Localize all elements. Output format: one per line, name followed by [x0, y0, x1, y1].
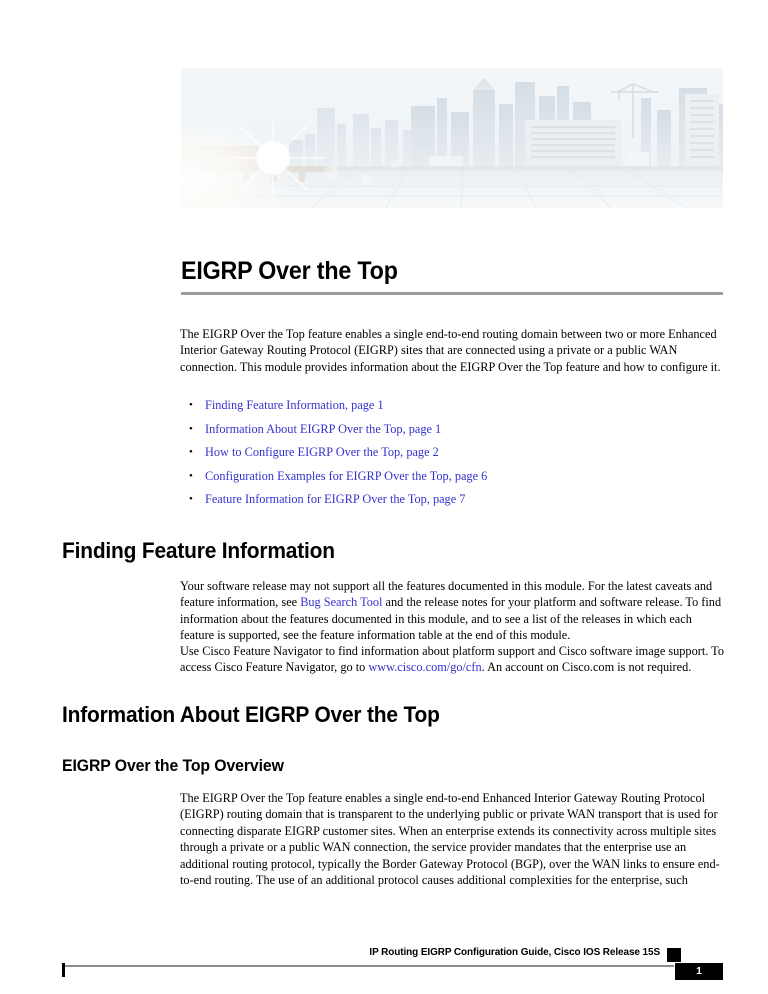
footer-left-tick: [62, 963, 65, 977]
subsection-heading-eigrp-over-the-top-overview: EIGRP Over the Top Overview: [62, 756, 284, 775]
toc-link[interactable]: Configuration Examples for EIGRP Over the Top, page 6: [205, 468, 488, 483]
cisco-feature-navigator-link[interactable]: www.cisco.com/go/cfn: [368, 660, 482, 675]
bullet-icon: •: [189, 493, 193, 506]
bullet-icon: •: [189, 399, 193, 411]
title-underline-rule: [181, 292, 723, 295]
paragraph-text-before-link: Your software release may not support all the features documented in this module. For the latest caveats and feature information, see: [180, 579, 713, 610]
finding-feature-information-paragraph-2: [180, 643, 724, 676]
list-item[interactable]: [181, 469, 725, 484]
city-skyline-illustration: [181, 68, 723, 208]
hero-banner-image: [181, 68, 723, 208]
bullet-icon: •: [189, 422, 193, 435]
paragraph-text-before-link: Use Cisco Feature Navigator to find information about platform support and Cisco software image support. To access Cisco Feature Navigator, go to: [180, 644, 724, 675]
section-heading-information-about-eigrp-over-the-top: Information About EIGRP Over the Top: [62, 702, 440, 727]
finding-feature-information-paragraph-1: [180, 578, 724, 644]
footer-rule: [62, 965, 674, 967]
chapter-intro-paragraph: The EIGRP Over the Top feature enables a single end-to-end routing domain between two or more Enhanced Interior Gateway Routing Protocol (EIGRP) sites that are connected using a private or a public WAN connection. This module provides information about the EIGRP Over the Top feature and how to configure it.: [180, 327, 721, 374]
toc-link[interactable]: Feature Information for EIGRP Over the Top, page 7: [205, 492, 466, 507]
section-heading-finding-feature-information: Finding Feature Information: [62, 538, 335, 563]
page-title: EIGRP Over the Top: [181, 257, 398, 285]
chapter-toc-list: [181, 398, 725, 516]
eigrp-over-the-top-overview-paragraph: The EIGRP Over the Top feature enables a single end-to-end Enhanced Interior Gateway Routing Protocol (EIGRP) routing domain that is transparent to the underlying public or private WAN transport that is used for connecting disparate EIGRP customer sites. When an enterprise extends its connectivity across multiple sites through a private or a public WAN connection, the service provider mandates that the enterprise use an additional routing protocol, typically the Border Gateway Protocol (BGP), over the WAN links to ensure end-to-end routing. The use of an additional protocol causes additional complexities for the enterprise, such: [180, 791, 720, 888]
toc-link[interactable]: Finding Feature Information, page 1: [205, 398, 384, 412]
toc-link[interactable]: Information About EIGRP Over the Top, page 1: [205, 421, 442, 436]
page-number-badge: 1: [675, 963, 723, 980]
list-item[interactable]: [181, 445, 725, 460]
paragraph-text-after-link: . An account on Cisco.com is not required.: [481, 660, 692, 675]
footer-document-title: IP Routing EIGRP Configuration Guide, Cisco IOS Release 15S: [369, 946, 660, 958]
toc-link[interactable]: How to Configure EIGRP Over the Top, page 2: [205, 445, 439, 460]
bug-search-tool-link[interactable]: Bug Search Tool: [300, 595, 383, 610]
paragraph-text-after-link: and the release notes for your platform and software release. To find information about the features documented in this module, and to see a list of the releases in which each feature is supported, see the feature information table at the end of this module.: [180, 595, 722, 643]
list-item[interactable]: [181, 492, 725, 507]
footer-marker-square: [667, 948, 681, 962]
bullet-icon: •: [189, 446, 193, 459]
list-item[interactable]: [181, 422, 725, 437]
list-item[interactable]: [181, 398, 725, 413]
bullet-icon: •: [189, 469, 193, 482]
